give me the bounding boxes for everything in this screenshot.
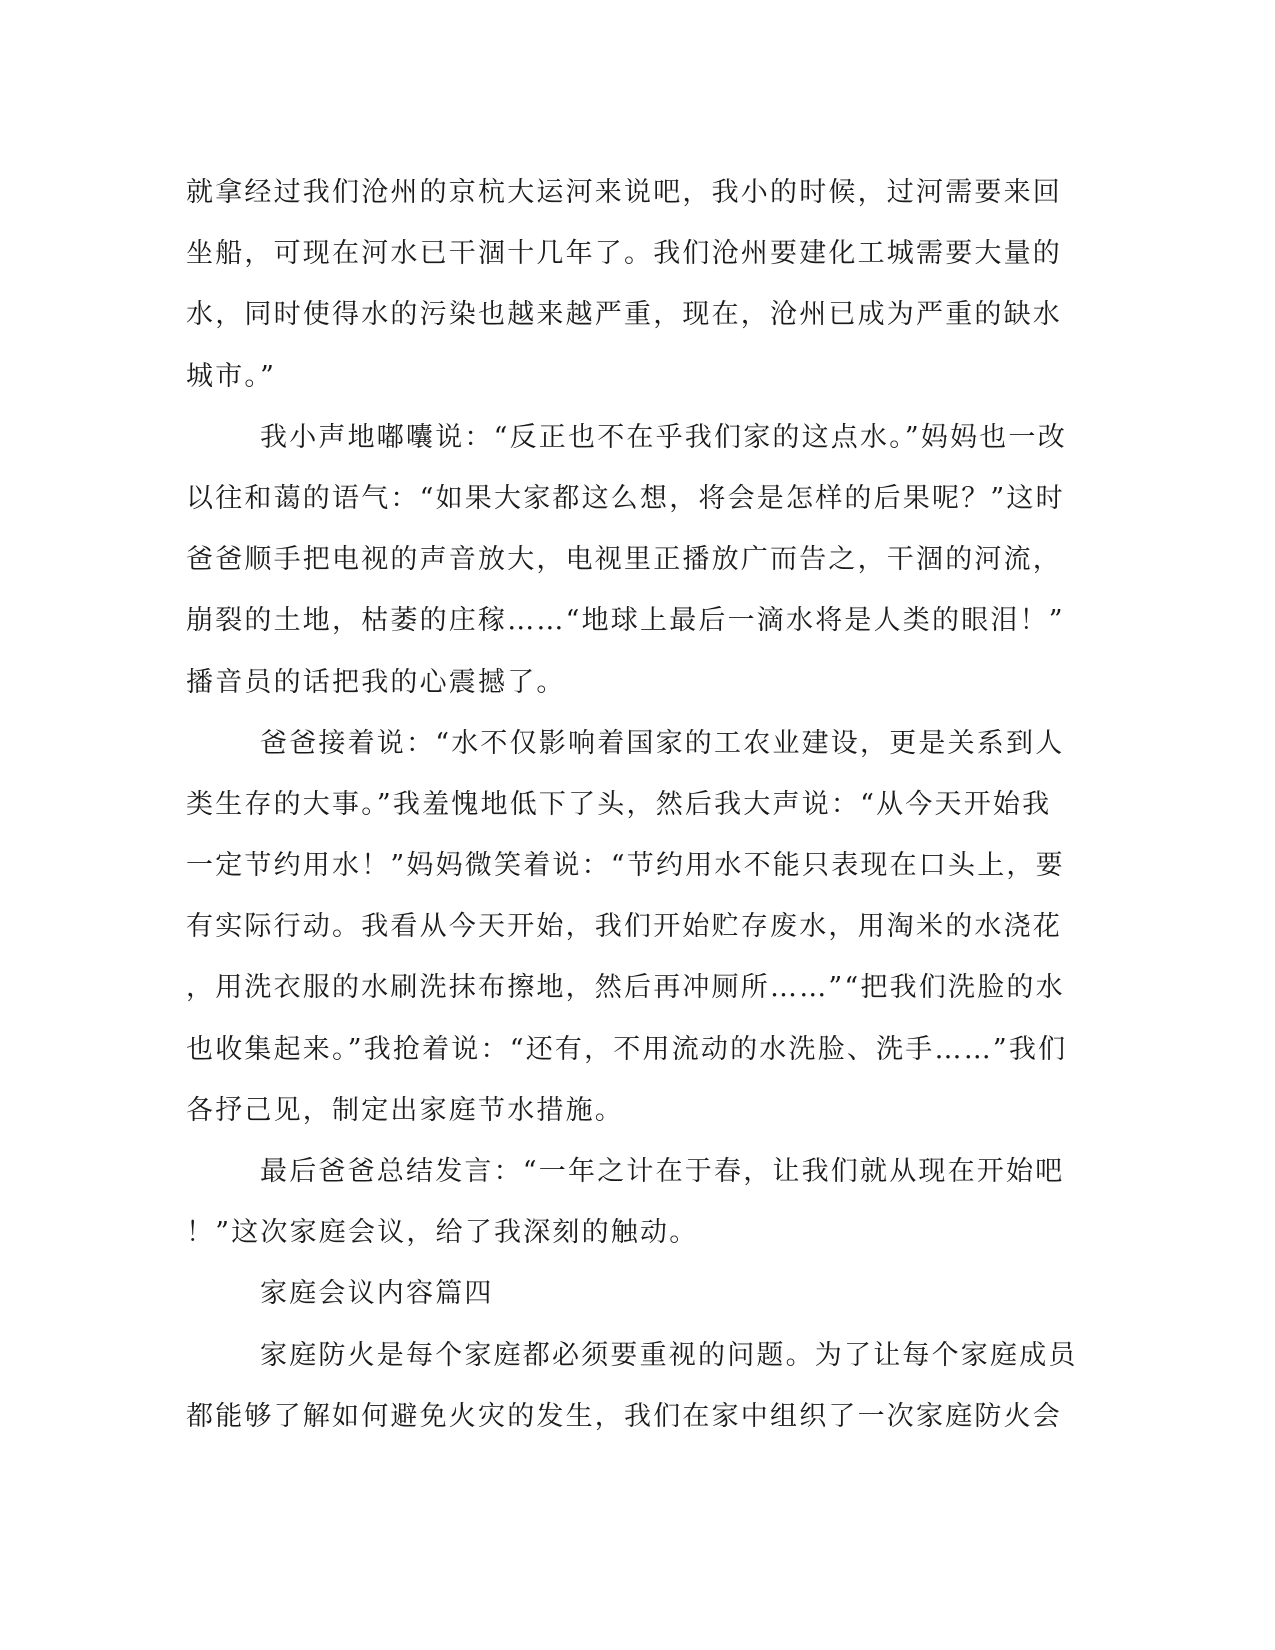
text-line: 坐船，可现在河水已干涸十几年了。我们沧州要建化工城需要大量的 [186,238,1062,270]
document-body [186,162,1078,1447]
text-line: ！”这次家庭会议，给了我深刻的触动。 [186,1217,699,1249]
text-line: 爸爸顺手把电视的声音放大，电视里正播放广而告之，干涸的河流， [186,544,1062,576]
section-heading: 家庭会议内容篇四 [260,1278,494,1310]
text-line: 类生存的大事。”我羞愧地低下了头，然后我大声说：“从今天开始我 [186,788,1052,820]
text-line: 都能够了解如何避免火灾的发生，我们在家中组织了一次家庭防火会 [186,1400,1062,1432]
text-line: 最后爸爸总结发言：“一年之计在于春，让我们就从现在开始吧 [260,1156,1065,1187]
text-line: 一定节约用水！”妈妈微笑着说：“节约用水不能只表现在口头上，要 [186,850,1065,882]
text-line: ，用洗衣服的水刷洗抹布擦地，然后再冲厕所……”“把我们洗脸的水 [186,972,1065,1004]
text-line: 我小声地嘟囔说：“反正也不在乎我们家的这点水。”妈妈也一改 [260,421,1067,453]
text-line: 崩裂的土地，枯萎的庄稼……“地球上最后一滴水将是人类的眼泪！” [186,605,1065,637]
text-line: 播音员的话把我的心震撼了。 [186,666,566,698]
text-line: 有实际行动。我看从今天开始，我们开始贮存废水，用淘米的水浇花 [186,911,1062,943]
text-line: 爸爸接着说：“水不仅影响着国家的工农业建设，更是关系到人 [260,727,1065,759]
text-line: 各抒己见，制定出家庭节水措施。 [186,1094,624,1126]
text-line: 家庭防火是每个家庭都必须要重视的问题。为了让每个家庭成员 [260,1339,1078,1371]
text-line: 以往和蔼的语气：“如果大家都这么想，将会是怎样的后果呢？”这时 [186,482,1065,514]
text-line: 城市。” [186,360,277,392]
text-line: 水，同时使得水的污染也越来越严重，现在，沧州已成为严重的缺水 [186,299,1062,331]
text-line: 也收集起来。”我抢着说：“还有，不用流动的水洗脸、洗手……”我们 [186,1033,1068,1065]
text-line: 就拿经过我们沧州的京杭大运河来说吧，我小的时候，过河需要来回 [186,177,1062,208]
